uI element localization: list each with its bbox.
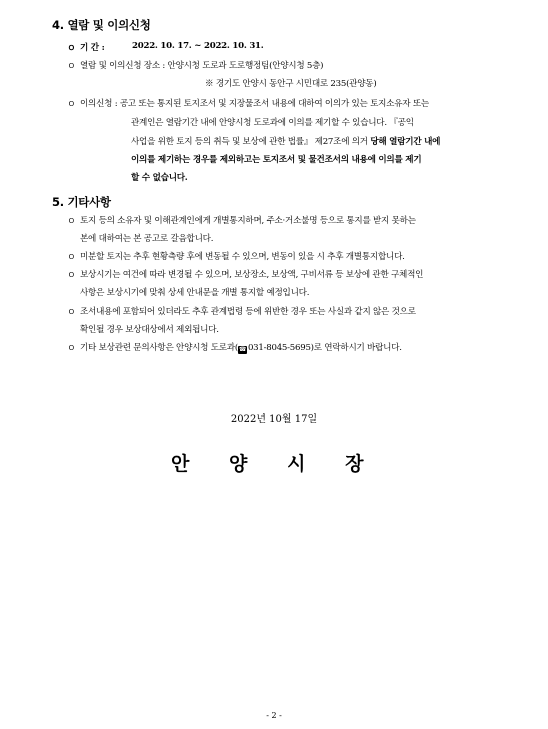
objection-line-4: 이의를 제기하는 경우를 제외하고는 토지조서 및 물건조서의 내용에 이의를 제기 <box>131 155 422 165</box>
objection-line-3: 사업을 위한 토지 등의 취득 및 보상에 관한 법률』 제27조에 의거 <box>131 137 368 147</box>
etc-item-3-cont: 사항은 보상시기에 맞춰 상세 안내문을 개별 통지할 예정입니다. <box>80 288 310 298</box>
phone-icon: ☎ <box>238 346 247 353</box>
section-5-title: 5. 기타사항 <box>52 195 111 209</box>
period-label: 기 간 : <box>80 43 105 53</box>
bullet: ㅇ <box>67 271 76 281</box>
page-number: - 2 - <box>266 711 282 720</box>
bullet: ㅇ <box>67 217 76 227</box>
objection-line-2: 관계인은 열람기간 내에 안양시청 도로과에 이의를 제기할 수 있습니다. 『공익 <box>131 118 414 128</box>
bullet: ㅇ <box>67 44 76 54</box>
issuer-signature: 안 양 시 장 <box>171 453 364 475</box>
etc-item-5: 기타 보상관련 문의사항은 안양시청 도로과( <box>80 343 238 353</box>
notice-date: 2022년 10월 17일 <box>230 414 318 425</box>
objection-line-1: 이의신청 : 공고 또는 통지된 토지조서 및 지장물조서 내용에 대하여 이의가 있는 토지소유자 또는 <box>80 99 429 109</box>
etc-item-1: 토지 등의 소유자 및 이해관계인에게 개별통지하며, 주소·거소불명 등으로 통지를 받지 못하는 <box>80 216 416 226</box>
objection-bold-tail: 당해 열람기간 내에 <box>370 137 441 147</box>
address-note: ※ 경기도 안양시 동안구 시민대로 235(관양동) <box>205 79 377 89</box>
period-value: 2022. 10. 17. ~ 2022. 10. 31. <box>132 41 264 51</box>
bullet: ㅇ <box>67 100 76 110</box>
etc-item-4: 조서내용에 포함되어 있더라도 추후 관계법령 등에 위반한 경우 또는 사실과 같지 않은 것으로 <box>80 307 416 317</box>
etc-item-2: 미분할 토지는 추후 현황측량 후에 변동될 수 있으며, 변동이 있을 시 추후 개별통지합니다. <box>80 252 405 262</box>
bullet: ㅇ <box>67 308 76 318</box>
objection-line-5: 할 수 없습니다. <box>131 173 188 183</box>
tel-number: 031-8045-5695 <box>247 343 311 353</box>
bullet: ㅇ <box>67 344 76 354</box>
etc-item-5-tail: )로 연락하시기 바랍니다. <box>310 343 402 353</box>
inspection-place: 열람 및 이의신청 장소 : 안양시청 도로과 도로행정팀(안양시청 5층) <box>80 61 324 71</box>
bullet: ㅇ <box>67 62 76 72</box>
etc-item-3: 보상시기는 여건에 따라 변경될 수 있으며, 보상장소, 보상액, 구비서류 등 보상에 관한 구체적인 <box>80 270 424 280</box>
etc-item-1-cont: 본에 대하여는 본 공고로 갈음합니다. <box>80 234 214 244</box>
bullet: ㅇ <box>67 253 76 263</box>
section-4-title: 4. 열람 및 이의신청 <box>52 18 151 32</box>
etc-item-4-cont: 확인될 경우 보상대상에서 제외됩니다. <box>80 325 219 335</box>
